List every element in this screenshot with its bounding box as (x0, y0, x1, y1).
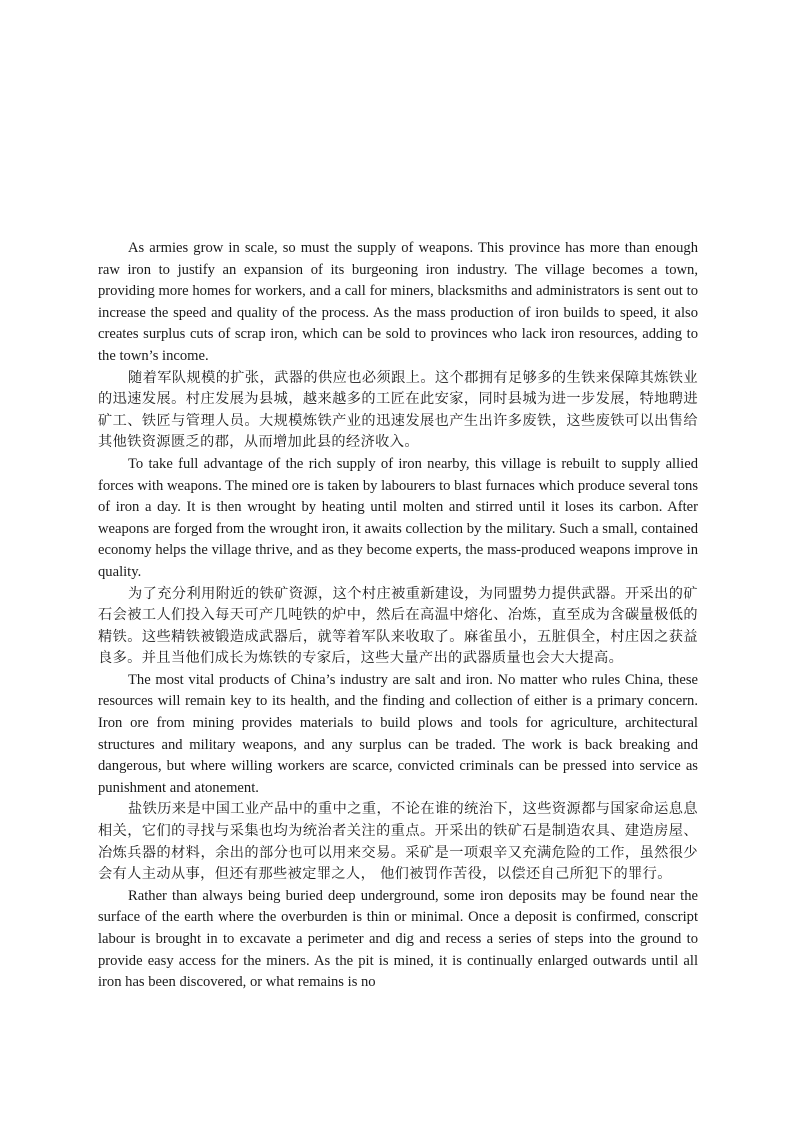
paragraph-en-2: To take full advantage of the rich supply of iron nearby, this village is rebuilt to supply allied forces with weapons. The mined ore is taken by labourers to blast furnaces which produce several tons of iron a day. It is then wrought by heating until molten and stirred until it loses its carbon. After weapons are forged from the wrought iron, it awaits collection by the military. Such a small, contained economy helps the village thrive, and as they become experts, the mass-produced weapons improve in quality. (98, 455, 698, 580)
paragraph-en-4: Rather than always being buried deep underground, some iron deposits may be found near the surface of the earth where the overburden is thin or minimal. Once a deposit is confirmed, conscript labour is brought in to excavate a perimeter and dig and recess a series of steps into the ground to provide easy access for the miners. As the pit is mined, it is continually enlarged outwards until all iron has been discovered, or what remains is no (98, 887, 698, 991)
paragraph-en-3: The most vital products of China’s industry are salt and iron. No matter who rules China, these resources will remain key to its health, and the finding and collection of either is a primary concern. Iron ore from mining provides materials to build plows and tools for agriculture, architectural structures and military weapons, and any surplus can be traded. The work is back breaking and dangerous, but where willing workers are scarce, convicted criminals can be pressed into service as punishment and atonement. (98, 671, 698, 796)
paragraph-zh-3: 盐铁历来是中国工业产品中的重中之重，不论在谁的统治下，这些资源都与国家命运息息相关，它们的寻找与采集也均为统治者关注的重点。开采出的铁矿石是制造农具、建造房屋、冶炼兵器的材料，余出的部分也可以用来交易。采矿是一项艰辛又充满危险的工作，虽然很少会有人主动从事，但还有那些被定罪之人， 他们被罚作苦役，以偿还自己所犯下的罪行。 (98, 801, 698, 883)
document-body (98, 238, 698, 994)
paragraph-zh-2: 为了充分利用附近的铁矿资源，这个村庄被重新建设，为同盟势力提供武器。开采出的矿石会被工人们投入每天可产几吨铁的炉中，然后在高温中熔化、冶炼，直至成为含碳量极低的精铁。这些精铁被锻造成武器后，就等着军队来收取了。麻雀虽小，五脏俱全，村庄因之获益良多。并且当他们成长为炼铁的专家后，这些大量产出的武器质量也会大大提高。 (98, 585, 698, 667)
paragraph-en-1: As armies grow in scale, so must the supply of weapons. This province has more than enough raw iron to justify an expansion of its burgeoning iron industry. The village becomes a town, providing more homes for workers, and a call for miners, blacksmiths and administrators is sent out to increase the speed and quality of the process. As the mass production of iron builds to speed, it also creates surplus cuts of scrap iron, which can be sold to provinces who lack iron resources, adding to the town’s income. (98, 240, 698, 364)
paragraph-zh-1: 随着军队规模的扩张，武器的供应也必须跟上。这个郡拥有足够多的生铁来保障其炼铁业的迅速发展。村庄发展为县城，越来越多的工匠在此安家，同时县城为进一步发展，特地聘进矿工、铁匠与管理人员。大规模炼铁产业的迅速发展也产生出许多废铁，这些废铁可以出售给其他铁资源匮乏的郡，从而增加此县的经济收入。 (98, 369, 698, 451)
